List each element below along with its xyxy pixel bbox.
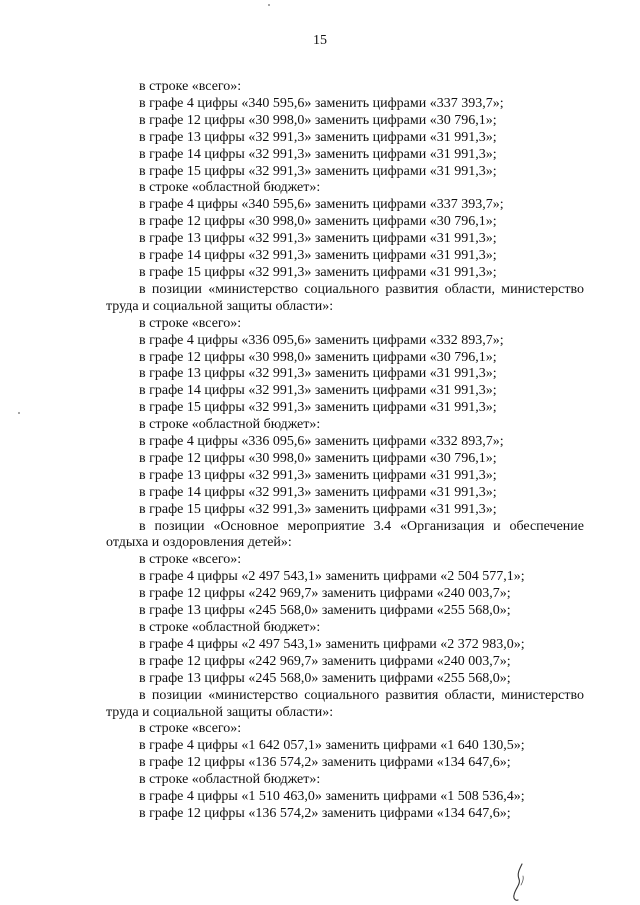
text-line: в графе 13 цифры «245 568,0» заменить цифрами «255 568,0»; [139, 670, 511, 686]
text-line: в графе 13 цифры «32 991,3» заменить цифрами «31 991,3»; [139, 129, 497, 145]
text-line: в графе 12 цифры «136 574,2» заменить цифрами «134 647,6»; [139, 755, 511, 771]
text-line: в графе 14 цифры «32 991,3» заменить цифрами «31 991,3»; [139, 248, 497, 264]
text-line: в графе 4 цифры «2 497 543,1» заменить цифрами «2 504 577,1»; [139, 569, 525, 585]
text-line: в графе 4 цифры «340 595,6» заменить цифрами «337 393,7»; [139, 197, 504, 213]
scan-artifact [268, 4, 270, 6]
text-line: в графе 15 цифры «32 991,3» заменить цифрами «31 991,3»; [139, 501, 497, 517]
text-line: в строке «всего»: [139, 79, 242, 94]
text-line: в графе 4 цифры «1 510 463,0» заменить цифрами «1 508 536,4»; [139, 789, 525, 805]
text-line: в графе 14 цифры «32 991,3» заменить цифрами «31 991,3»; [139, 484, 497, 500]
text-line: отдыха и оздоровления детей»: [106, 535, 292, 551]
text-line: в графе 4 цифры «1 642 057,1» заменить цифрами «1 640 130,5»; [139, 738, 525, 754]
text-line: в графе 14 цифры «32 991,3» заменить цифрами «31 991,3»; [139, 383, 497, 399]
text-line: в графе 13 цифры «32 991,3» заменить цифрами «31 991,3»; [139, 467, 497, 483]
text-line: в графе 4 цифры «340 595,6» заменить цифрами «337 393,7»; [139, 95, 504, 111]
handwritten-mark-icon [510, 862, 530, 902]
text-line: в графе 13 цифры «32 991,3» заменить цифрами «31 991,3»; [139, 231, 497, 247]
text-line: в строке «всего»: [139, 552, 242, 568]
text-line: в графе 14 цифры «32 991,3» заменить цифрами «31 991,3»; [139, 146, 497, 162]
text-line: в позиции «Основное мероприятие 3.4 «Организация и обеспечение [139, 518, 584, 534]
text-line: в графе 15 цифры «32 991,3» заменить цифрами «31 991,3»; [139, 400, 497, 416]
text-line: в графе 12 цифры «30 998,0» заменить цифрами «30 796,1»; [139, 112, 497, 128]
text-line: в графе 12 цифры «30 998,0» заменить цифрами «30 796,1»; [139, 349, 497, 365]
page-number: 15 [313, 33, 327, 48]
text-line: в строке «областной бюджет»: [139, 180, 321, 196]
text-line: в графе 12 цифры «30 998,0» заменить цифрами «30 796,1»; [139, 214, 497, 230]
text-line: в графе 12 цифры «30 998,0» заменить цифрами «30 796,1»; [139, 450, 497, 466]
text-line: в позиции «министерство социального развития области, министерство [139, 281, 584, 297]
text-line: в графе 12 цифры «136 574,2» заменить цифрами «134 647,6»; [139, 805, 511, 821]
text-line: в строке «областной бюджет»: [139, 772, 321, 788]
text-line: в строке «всего»: [139, 315, 242, 331]
text-line: в графе 13 цифры «245 568,0» заменить цифрами «255 568,0»; [139, 603, 511, 619]
scan-artifact [18, 412, 20, 414]
text-line: в графе 4 цифры «2 497 543,1» заменить цифрами «2 372 983,0»; [139, 636, 525, 652]
amendment-text [106, 79, 584, 823]
text-line: в графе 15 цифры «32 991,3» заменить цифрами «31 991,3»; [139, 163, 497, 179]
text-line: в графе 12 цифры «242 969,7» заменить цифрами «240 003,7»; [139, 653, 511, 669]
text-line: в графе 12 цифры «242 969,7» заменить цифрами «240 003,7»; [139, 586, 511, 602]
text-line: в позиции «министерство социального развития области, министерство [139, 687, 584, 703]
text-line: в строке «всего»: [139, 721, 242, 737]
text-line: труда и социальной защиты области»: [106, 298, 334, 314]
text-line: труда и социальной защиты области»: [106, 704, 334, 720]
text-line: в графе 4 цифры «336 095,6» заменить цифрами «332 893,7»; [139, 434, 504, 450]
text-line: в графе 15 цифры «32 991,3» заменить цифрами «31 991,3»; [139, 264, 497, 280]
text-line: в строке «областной бюджет»: [139, 417, 321, 433]
text-line: в графе 4 цифры «336 095,6» заменить цифрами «332 893,7»; [139, 332, 504, 348]
text-line: в строке «областной бюджет»: [139, 620, 321, 635]
text-line: в графе 13 цифры «32 991,3» заменить цифрами «31 991,3»; [139, 366, 497, 382]
